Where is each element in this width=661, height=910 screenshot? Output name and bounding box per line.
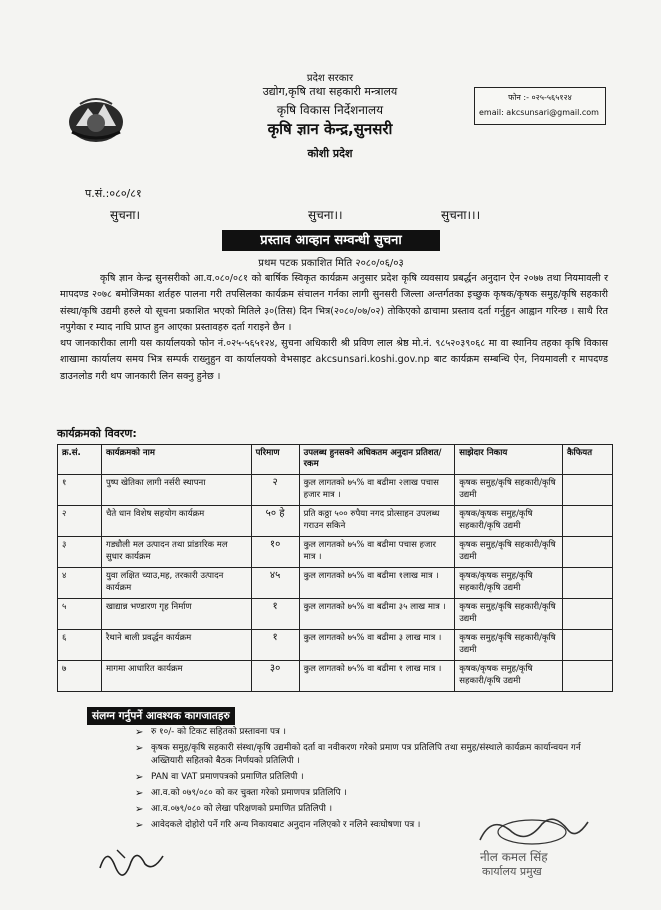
notice-word-1: सुचना। (110, 208, 141, 222)
cell-remarks (563, 506, 613, 537)
table-row (58, 506, 613, 537)
cell-partner: कृषक समुह/कृषि सहकारी/कृषि उद्यमी (455, 630, 563, 661)
list-item (135, 742, 605, 768)
header-line-1: प्रदेश सरकार (306, 73, 354, 84)
document-text: आ.व.०७९/०८० को लेखा परिक्षणको प्रमाणित प्रतिलिपी । (151, 804, 333, 814)
header-line-3: कृषि विकास निर्देशनालय (276, 103, 384, 117)
header-office-name: कृषि ज्ञान केन्द्र,सुनसरी (267, 120, 393, 138)
cell-grant: कुल लागतको ७५% वा बढीमा पचास हजार मात्र । (299, 537, 455, 568)
cell-remarks (563, 599, 613, 630)
arrow-bullet-icon: ➢ (135, 743, 144, 754)
table-row (58, 568, 613, 599)
table-row (58, 661, 613, 692)
cell-partner: कृषक/कृषक समुह/कृषि सहकारी/कृषि उद्यमी (455, 506, 563, 537)
header-program-name: कार्यक्रमको नाम (101, 445, 251, 475)
table-row (58, 630, 613, 661)
notice-word-2: सुचना।। (308, 208, 343, 222)
cell-grant: प्रति कठ्ठा ५०० रुपैया नगद प्रोत्साहन उपलब्ध गराउन सकिने (299, 506, 455, 537)
officer-signature-icon (472, 810, 592, 852)
cell-quantity: २ (251, 475, 299, 506)
cell-sn: ३ (58, 537, 102, 568)
cell-remarks (563, 475, 613, 506)
header-grant: उपलब्ध हुनसक्ने अधिकतम अनुदान प्रतिशत/रकम (299, 445, 455, 475)
cell-program-name: चैते धान विशेष सहयोग कार्यक्रम (101, 506, 251, 537)
document-text: कृषक समुह/कृषि सहकारी संस्था/कृषि उद्यमीको दर्ता वा नवीकरण गरेको प्रमाण पत्र प्रतिलिपि तथा समुह/संस्थाले कार्यक्रम कार्यान्वयन गर्न अख्तियारी सहितको बैठक निर्णयको प्रतिलिपी । (151, 743, 581, 766)
arrow-bullet-icon: ➢ (135, 820, 144, 831)
signatory-name: नील कमल सिंह (480, 850, 548, 864)
cell-program-name: रैथाने बाली प्रवर्द्धन कार्यक्रम (101, 630, 251, 661)
document-text: आ.व.को ०७९/०८० को कर चुक्ता गरेको प्रमाणपत्र प्रतिलिपि । (151, 788, 347, 798)
arrow-bullet-icon: ➢ (135, 772, 144, 783)
notice-body (60, 271, 608, 385)
document-text: आवेदकले दोहोरो पर्ने गरि अन्य निकायबाट अनुदान नलिएको र नलिने स्वःघोषणा पत्र । (151, 820, 421, 830)
cell-grant: कुल लागतको ७५% वा बढीमा १लाख मात्र । (299, 568, 455, 599)
cell-quantity: ३० (251, 661, 299, 692)
cell-partner: कृषक समुह/कृषि सहकारी/कृषि उद्यमी (455, 537, 563, 568)
body-paragraph-2: थप जानकारीका लागी यस कार्यालयको फोन नं.०२५-५६५१२४, सुचना अधिकारी श्री प्रविण लाल श्रेष्ठ मो.नं. ९८५२०३९०६८ मा वा स्थानिय तहका कृषि विकास शाखामा कार्यालय समय भित्र सम्पर्क राख्नुहुन वा कार्यालयको वेभसाइट akcsunsari.koshi.gov.np बाट कार्यक्रम सम्बन्धि ऐन, नियमावली र मापदण्ड डाउनलोड गरी थप जानकारी लिन सक्नु हुनेछ । (60, 338, 608, 382)
cell-sn: ७ (58, 661, 102, 692)
government-emblem-icon (66, 92, 126, 144)
notice-word-3: सुचना।।। (441, 208, 481, 222)
cell-program-name: युवा लक्षित च्याउ,मह, तरकारी उत्पादन कार्यक्रम (101, 568, 251, 599)
arrow-bullet-icon: ➢ (135, 788, 144, 799)
arrow-bullet-icon: ➢ (135, 804, 144, 815)
program-heading: कार्यक्रमको विवरण: (57, 427, 137, 440)
cell-program-name: मागमा आधारित कार्यक्रम (101, 661, 251, 692)
header-line-2: उद्योग,कृषि तथा सहकारी मन्त्रालय (262, 85, 398, 98)
list-item (135, 726, 605, 739)
cell-grant: कुल लागतको ७५% वा बढीमा ३५ लाख मात्र । (299, 599, 455, 630)
published-date: प्रथम पटक प्रकाशित मिति २०८०/०६/०३ (258, 258, 404, 269)
cell-quantity: १ (251, 630, 299, 661)
cell-program-name: पुष्प खेतिका लागी नर्सरी स्थापना (101, 475, 251, 506)
cell-program-name: गड्यौली मल उत्पादन तथा प्रांङारिक मल सुधार कार्यक्रम (101, 537, 251, 568)
header-remarks: कैफियत (563, 445, 613, 475)
table-row (58, 537, 613, 568)
cell-partner: कृषक/कृषक समुह/कृषि सहकारी/कृषि उद्यमी (455, 568, 563, 599)
table-row (58, 599, 613, 630)
cell-quantity: १० (251, 537, 299, 568)
cell-quantity: १ (251, 599, 299, 630)
list-item (135, 787, 605, 800)
documents-heading: संलग्न गर्नुपर्ने आवश्यक कागजातहरु (87, 707, 235, 725)
cell-remarks (563, 568, 613, 599)
table-header-row (58, 445, 613, 475)
document-text: PAN वा VAT प्रमाणपत्रको प्रमाणित प्रतिलिपी । (151, 772, 304, 782)
cell-sn: ४ (58, 568, 102, 599)
cell-sn: ६ (58, 630, 102, 661)
notice-title: प्रस्ताव आव्हान सम्वन्धी सुचना (222, 230, 440, 251)
cell-sn: ५ (58, 599, 102, 630)
cell-quantity: ४५ (251, 568, 299, 599)
arrow-bullet-icon: ➢ (135, 727, 144, 738)
cell-partner: कृषक/कृषक समुह/कृषि सहकारी/कृषि उद्यमी (455, 661, 563, 692)
contact-phone: फोन :- ०२५-५६५१२४ (508, 93, 572, 102)
table-row (58, 475, 613, 506)
cell-grant: कुल लागतको ७५% वा बढीमा १ लाख मात्र । (299, 661, 455, 692)
cell-grant: कुल लागतको ७५% वा बढीमा २लाख पचास हजार मात्र । (299, 475, 455, 506)
body-paragraph-1: कृषि ज्ञान केन्द्र सुनसरीको आ.व.०८०/०८१ को बार्षिक स्विकृत कार्यक्रम अनुसार प्रदेश कृषि व्यवसाय प्रबर्द्धन अनुदान ऐन २०७७ तथा नियमावली र मापदण्ड २०७८ बमोजिमका शर्तहरु पालना गरी तपसिलका कार्यक्रम संचालन गर्नका लागी सुनसरी जिल्ला अन्तर्गतका इच्छुक कृषक/कृषक समुह/कृषि सहकारी संस्था/कृषि उद्यमी हरुले यो सूचना प्रकाशित भएको मितिले ३०(तिस) दिन भित्र(२०८०/०७/०२) तोकिएको ढाचामा प्रस्ताव दर्ता गर्नुहुन आह्वान गरिन्छ । साथै रित नपुगेका र म्याद नाघि प्राप्त हुन आएका प्रस्तावहरु दर्ता गराइने छैन । (60, 273, 608, 333)
contact-box (474, 87, 606, 125)
contact-email: email: akcsunsari@gmail.com (479, 108, 599, 117)
cell-sn: २ (58, 506, 102, 537)
cell-partner: कृषक समुह/कृषि सहकारी/कृषि उद्यमी (455, 599, 563, 630)
program-table (57, 444, 613, 692)
cell-remarks (563, 630, 613, 661)
header-sn: क्र.सं. (58, 445, 102, 475)
reference-number: प.सं.:०८०/८१ (85, 187, 142, 200)
cell-sn: १ (58, 475, 102, 506)
cell-program-name: खाद्यान्न भण्डारण गृह निर्माण (101, 599, 251, 630)
left-signature-icon (95, 838, 170, 878)
cell-partner: कृषक समुह/कृषि सहकारी/कृषि उद्यमी (455, 475, 563, 506)
cell-remarks (563, 661, 613, 692)
cell-grant: कुल लागतको ७५% वा बढीमा ३ लाख मात्र । (299, 630, 455, 661)
document-text: रु १०/- को टिकट सहितको प्रस्तावना पत्र । (151, 727, 286, 737)
header-partner: साझेदार निकाय (455, 445, 563, 475)
header-province: कोशी प्रदेश (307, 147, 353, 160)
cell-remarks (563, 537, 613, 568)
signatory-title: कार्यालय प्रमुख (482, 865, 542, 878)
header-quantity: परिमाण (251, 445, 299, 475)
list-item (135, 771, 605, 784)
cell-quantity: ५० हे (251, 506, 299, 537)
